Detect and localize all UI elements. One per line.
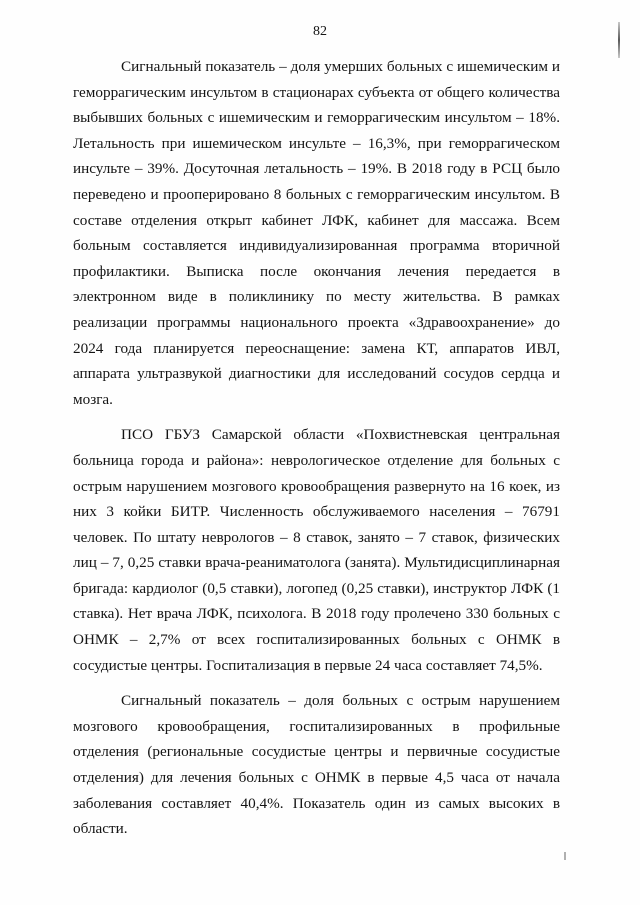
scan-speck — [564, 852, 566, 860]
paragraph-signal-hospitalization: Сигнальный показатель – доля больных с острым нарушением мозгового кровообращения, госпитализированных в профильные отделения (региональные сосудистые центры и первичные сосудистые отделения) для лечения больных с ОНМК в первые 4,5 часа от начала заболевания составляет 40,4%. Показатель один из самых высоких в области. — [73, 692, 560, 838]
body-text — [73, 54, 560, 852]
page-number: 82 — [313, 24, 327, 39]
paragraph-pokhvistnevo-hospital: ПСО ГБУЗ Самарской области «Похвистневская центральная больница города и района»: неврологическое отделение для больных с острым нарушением мозгового кровообращения развернуто на 16 коек, из них 3 койки БИТР. Численность обслуживаемого населения – 76791 человек. По штату неврологов – 8 ставок, занято – 7 ставок, физических лиц – 7, 0,25 ставки врача-реаниматолога (занята). Мультидисциплинарная бригада: кардиолог (0,5 ставки), логопед (0,25 ставки), инструктор ЛФК (1 ставка). Нет врача ЛФК, психолога. В 2018 году пролечено 330 больных с ОНМК – 2,7% от всех госпитализированных больных с ОНМК в сосудистые центры. Госпитализация в первые 24 часа составляет 74,5%. — [73, 426, 560, 674]
paragraph-signal-mortality: Сигнальный показатель – доля умерших больных с ишемическим и геморрагическим инсультом в стационарах субъекта от общего количества выбывших больных с ишемическим и геморрагическим инсультом – 18%. Летальность при ишемическом инсульте – 16,3%, при геморрагическом инсульте – 39%. Досуточная летальность – 19%. В 2018 году в РСЦ было переведено и прооперировано 8 больных с геморрагическим инсультом. В составе отделения открыт кабинет ЛФК, кабинет для массажа. Всем больным составляется индивидуализированная программа вторичной профилактики. Выписка после окончания лечения передается в электронном виде в поликлинику по месту жительства. В рамках реализации программы национального проекта «Здравоохранение» до 2024 года планируется переоснащение: замена КТ, аппаратов ИВЛ, аппарата ультразвукой диагностики для исследований сосудов сердца и мозга. — [73, 58, 560, 408]
scan-edge-mark — [618, 22, 620, 58]
